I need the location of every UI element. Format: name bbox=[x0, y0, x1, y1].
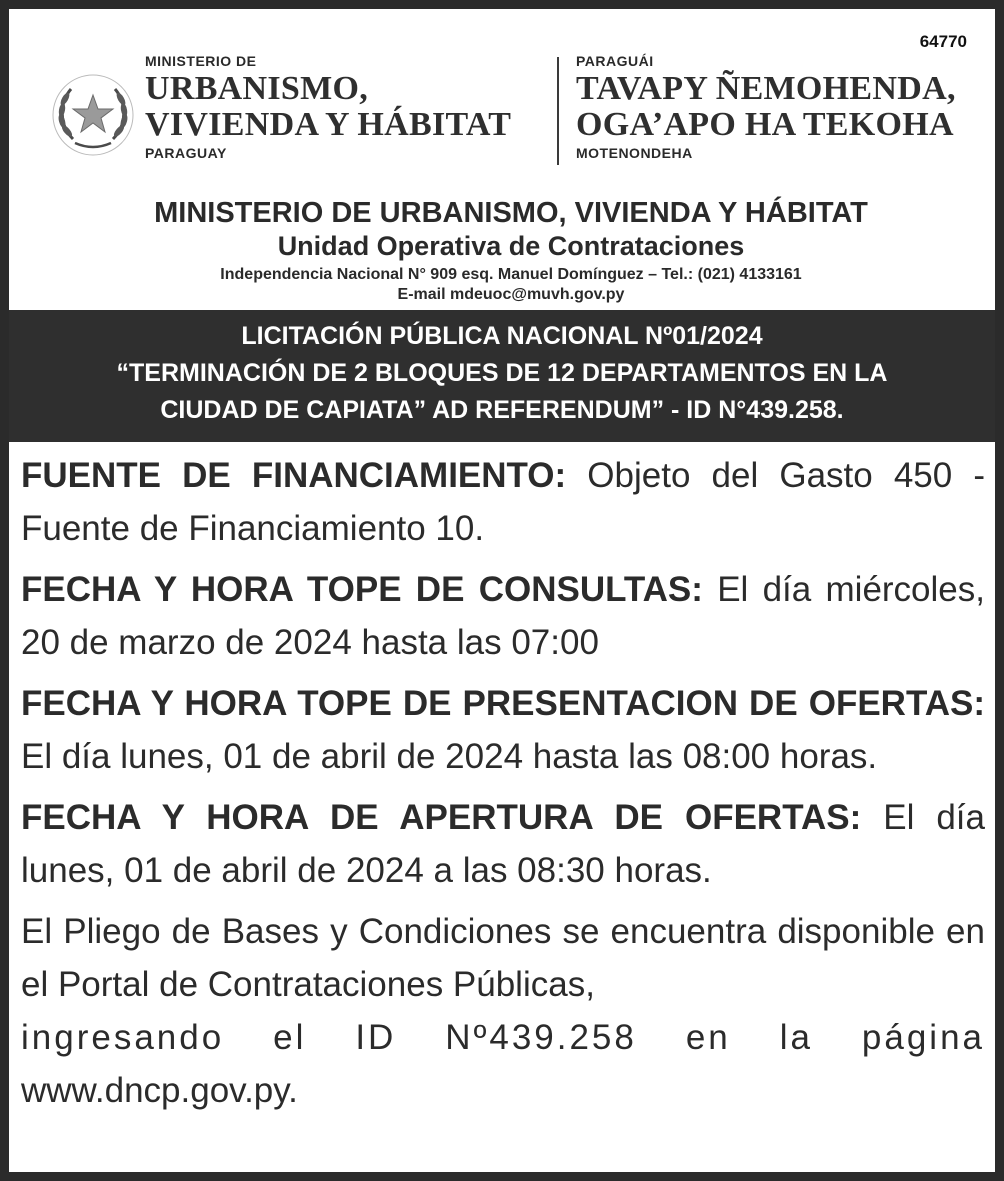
pliego-url: www.dncp.gov.py. bbox=[21, 1071, 298, 1110]
tender-title-line1: “TERMINACIÓN DE 2 BLOQUES DE 12 DEPARTAMENTOS EN LA bbox=[116, 359, 888, 387]
tender-number: LICITACIÓN PÚBLICA NACIONAL Nº01/2024 bbox=[241, 322, 763, 350]
tender-title-line2: CIUDAD DE CAPIATA” AD REFERENDUM” - ID N°439.258. bbox=[160, 396, 844, 424]
ministry-name-line2: VIVIENDA Y HÁBITAT bbox=[145, 106, 512, 143]
consultas-text: El día miércoles, 20 de marzo de 2024 hasta las 07:00 bbox=[21, 570, 985, 662]
ministry-type-guarani: MOTENONDEHA bbox=[576, 145, 693, 161]
ministry-logo-header bbox=[9, 47, 1004, 177]
email: E-mail mdeuoc@muvh.gov.py bbox=[397, 286, 625, 303]
contact-info bbox=[9, 196, 1004, 305]
address: Independencia Nacional N° 909 esq. Manuel Domínguez – Tel.: (021) 4133161 bbox=[220, 266, 802, 283]
ministry-name-guarani-line1: TAVAPY ÑEMOHENDA, bbox=[576, 70, 956, 107]
ministry-name-spanish bbox=[145, 53, 511, 161]
pliego-paragraph-3 bbox=[21, 1064, 985, 1117]
ministry-name-guarani bbox=[576, 53, 956, 161]
apertura-paragraph bbox=[21, 791, 985, 897]
tender-title-banner bbox=[9, 310, 995, 442]
pliego-text-1: El Pliego de Bases y Condiciones se encuentra disponible en el Portal de Contrataciones Públicas, bbox=[21, 912, 985, 1004]
financing-text: Objeto del Gasto 450 - Fuente de Financiamiento 10. bbox=[21, 456, 985, 548]
pliego-text-2: ingresando el ID Nº439.258 en la página bbox=[21, 1018, 985, 1057]
logo-divider bbox=[557, 57, 559, 165]
ministry-name-guarani-line2: OGA’APO HA TEKOHA bbox=[576, 106, 954, 143]
unit-title: Unidad Operativa de Contrataciones bbox=[277, 231, 745, 261]
financing-label: FUENTE DE FINANCIAMIENTO: bbox=[21, 456, 567, 495]
consultas-paragraph bbox=[21, 563, 985, 669]
presentacion-paragraph bbox=[21, 677, 985, 783]
notice-body bbox=[21, 449, 985, 1125]
country-name-guarani: PARAGUÁI bbox=[576, 53, 654, 69]
ad-number: 64770 bbox=[919, 32, 967, 51]
ministry-prefix: MINISTERIO DE bbox=[145, 53, 257, 69]
country-name: PARAGUAY bbox=[145, 145, 227, 161]
presentacion-label: FECHA Y HORA TOPE DE PRESENTACION DE OFERTAS: bbox=[21, 684, 985, 723]
national-seal-icon bbox=[51, 73, 135, 157]
ministry-title: MINISTERIO DE URBANISMO, VIVIENDA Y HÁBITAT bbox=[154, 197, 868, 229]
pliego-paragraph bbox=[21, 905, 985, 1011]
presentacion-text: El día lunes, 01 de abril de 2024 hasta las 08:00 horas. bbox=[21, 737, 878, 776]
apertura-label: FECHA Y HORA DE APERTURA DE OFERTAS: bbox=[21, 798, 862, 837]
pliego-paragraph-2 bbox=[21, 1011, 985, 1064]
financing-paragraph bbox=[21, 449, 985, 555]
ministry-name-line1: URBANISMO, bbox=[145, 70, 369, 107]
apertura-text: El día lunes, 01 de abril de 2024 a las 08:30 horas. bbox=[21, 798, 985, 890]
consultas-label: FECHA Y HORA TOPE DE CONSULTAS: bbox=[21, 570, 703, 609]
